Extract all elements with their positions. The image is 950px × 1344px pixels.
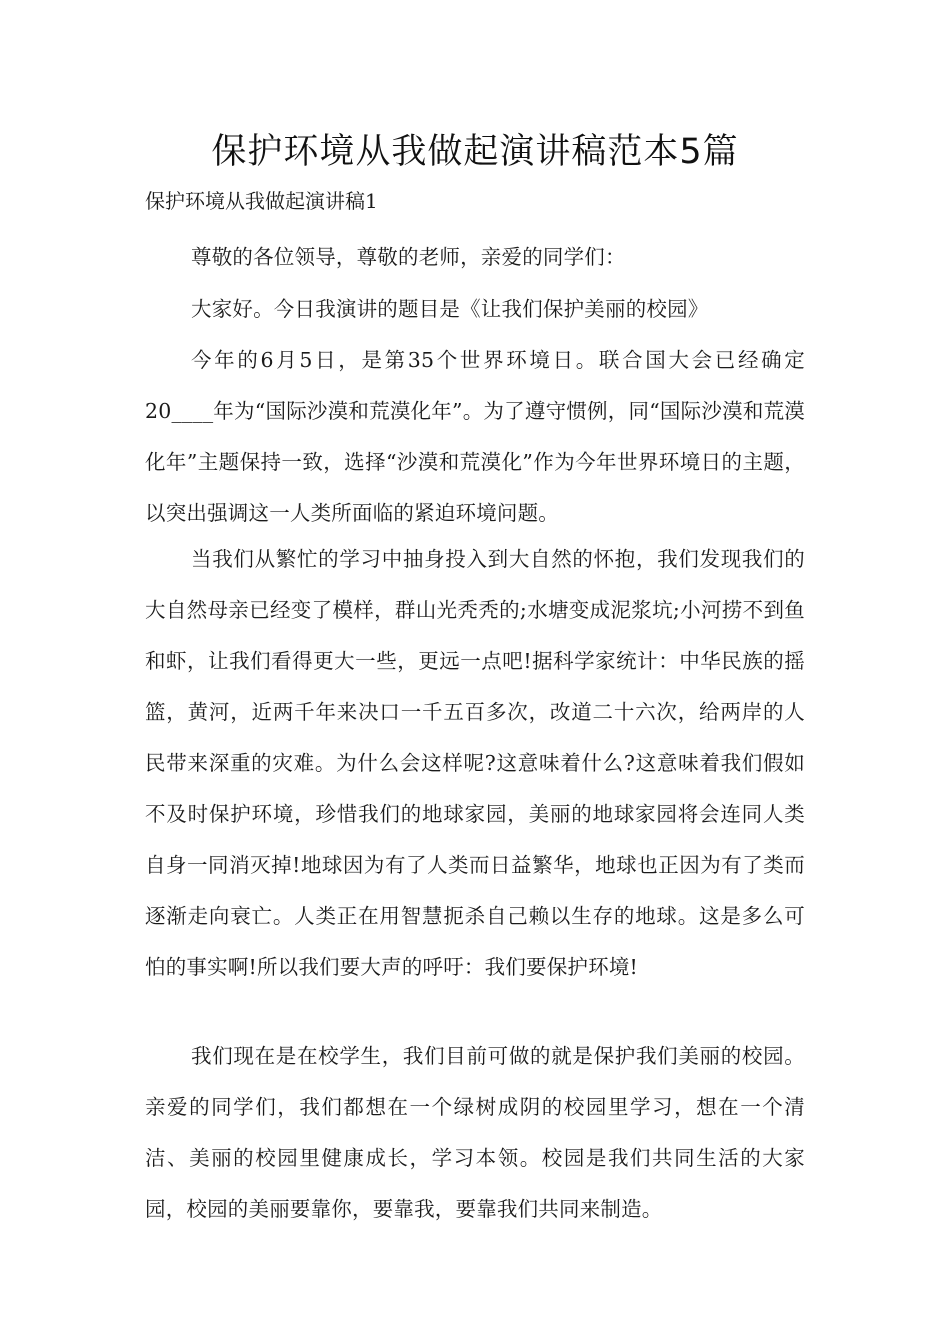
paragraph-environment-day: 今年的6月5日，是第35个世界环境日。联合国大会已经确定20____年为“国际沙漠和荒漠化年”。为了遵守惯例，同“国际沙漠和荒漠化年”主题保持一致，选择“沙漠和荒漠化”作为今年世界环境日的主题，以突出强调这一人类所面临的紧迫环境问题。: [145, 348, 805, 525]
document-subtitle: 保护环境从我做起演讲稿1: [145, 189, 378, 213]
paragraph-campus: 我们现在是在校学生，我们目前可做的就是保护我们美丽的校园。亲爱的同学们，我们都想在一个绿树成阴的校园里学习，想在一个清洁、美丽的校园里健康成长，学习本领。校园是我们共同生活的大家园，校园的美丽要靠你，要靠我，要靠我们共同来制造。: [145, 1044, 805, 1221]
paragraph-nature: 当我们从繁忙的学习中抽身投入到大自然的怀抱，我们发现我们的大自然母亲已经变了模样，群山光秃秃的;水塘变成泥浆坑;小河捞不到鱼和虾，让我们看得更大一些，更远一点吧!据科学家统计：中华民族的摇篮，黄河，近两千年来决口一千五百多次，改道二十六次，给两岸的人民带来深重的灾难。为什么会这样呢?这意味着什么?这意味着我们假如不及时保护环境，珍惜我们的地球家园，美丽的地球家园将会连同人类自身一同消灭掉!地球因为有了人类而日益繁华，地球也正因为有了类而逐渐走向衰亡。人类正在用智慧扼杀自己赖以生存的地球。这是多么可怕的事实啊!所以我们要大声的呼吁：我们要保护环境!: [145, 547, 805, 979]
paragraph-intro: 大家好。今日我演讲的题目是《让我们保护美丽的校园》: [191, 297, 709, 321]
paragraph-greeting: 尊敬的各位领导，尊敬的老师，亲爱的同学们：: [191, 245, 626, 269]
document-title: 保护环境从我做起演讲稿范本5篇: [211, 132, 739, 172]
